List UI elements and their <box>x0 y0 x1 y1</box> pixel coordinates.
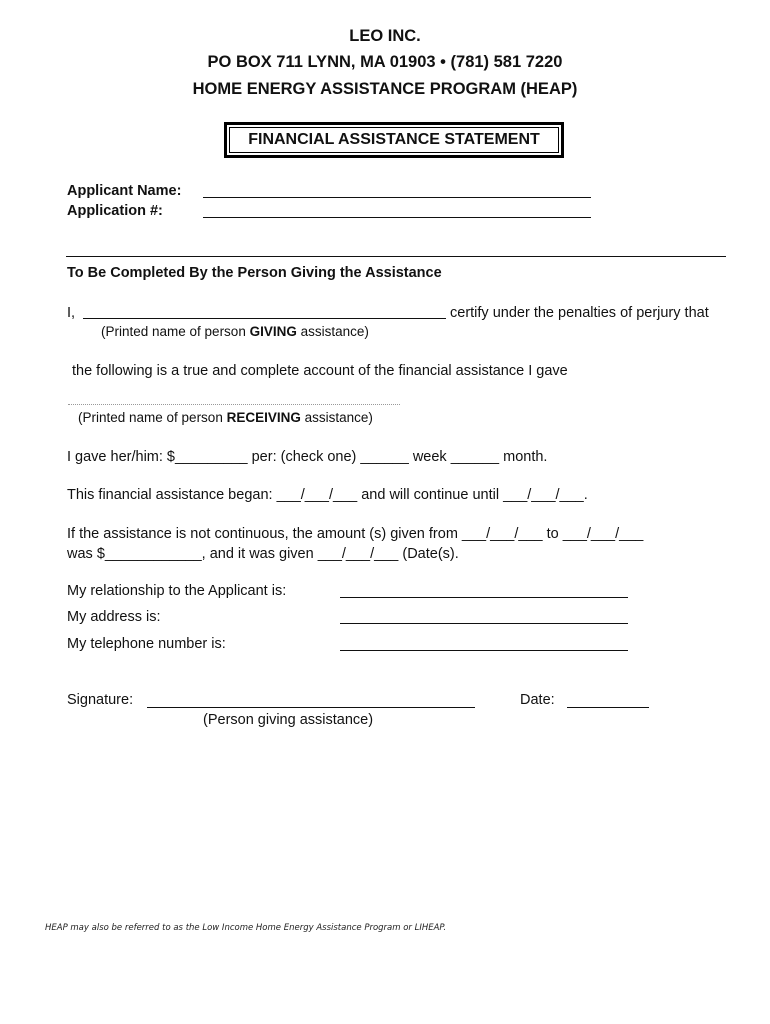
receiver-caption-pre: (Printed name of person <box>78 410 227 425</box>
relationship-label: My relationship to the Applicant is: <box>67 583 287 599</box>
section-divider <box>66 256 726 257</box>
date-field[interactable] <box>567 707 649 708</box>
applicant-name-label: Applicant Name: <box>67 183 182 199</box>
not-continuous-line-2[interactable]: was $____________, and it was given ___/___/___ (Date(s). <box>67 546 459 562</box>
not-continuous-line-1[interactable]: If the assistance is not continuous, the amount (s) given from ___/___/___ to ___/___/___ <box>67 526 644 542</box>
giver-caption-bold: GIVING <box>249 324 297 339</box>
applicant-name-field[interactable] <box>203 197 591 198</box>
address-field[interactable] <box>340 623 628 624</box>
address-label: My address is: <box>67 609 161 625</box>
certify-continuation: the following is a true and complete account of the financial assistance I gave <box>72 363 568 379</box>
giver-caption-post: assistance) <box>296 324 369 339</box>
signature-label: Signature: <box>67 692 134 708</box>
relationship-field[interactable] <box>340 597 628 598</box>
application-number-field[interactable] <box>203 217 591 218</box>
signature-caption: (Person giving assistance) <box>203 712 374 728</box>
receiver-caption-post: assistance) <box>300 410 373 425</box>
form-title: FINANCIAL ASSISTANCE STATEMENT <box>229 127 559 153</box>
footnote: HEAP may also be referred to as the Low Income Home Energy Assistance Program or LIHEAP. <box>45 923 447 933</box>
gave-amount-line[interactable]: I gave her/him: $_________ per: (check one) ______ week ______ month. <box>67 449 548 465</box>
giver-name-caption <box>101 324 369 339</box>
signature-field[interactable] <box>147 707 475 708</box>
receiver-name-caption <box>78 410 373 425</box>
org-name: LEO INC. <box>349 27 421 45</box>
section-heading: To Be Completed By the Person Giving the Assistance <box>67 265 442 281</box>
telephone-field[interactable] <box>340 650 628 651</box>
telephone-label: My telephone number is: <box>67 636 226 652</box>
certify-suffix: certify under the penalties of perjury that <box>450 305 709 321</box>
date-label: Date: <box>520 692 555 708</box>
receiver-name-field[interactable] <box>68 404 400 405</box>
assistance-dates-line[interactable]: This financial assistance began: ___/___/___ and will continue until ___/___/___. <box>67 487 588 503</box>
application-number-label: Application #: <box>67 203 163 219</box>
certify-prefix: I, <box>67 305 76 321</box>
giver-name-field[interactable] <box>83 318 446 319</box>
org-address-phone: PO BOX 711 LYNN, MA 01903 • (781) 581 7220 <box>207 53 563 71</box>
form-title-box <box>224 122 564 158</box>
program-name: HOME ENERGY ASSISTANCE PROGRAM (HEAP) <box>192 80 578 98</box>
receiver-caption-bold: RECEIVING <box>226 410 301 425</box>
giver-caption-pre: (Printed name of person <box>101 324 250 339</box>
